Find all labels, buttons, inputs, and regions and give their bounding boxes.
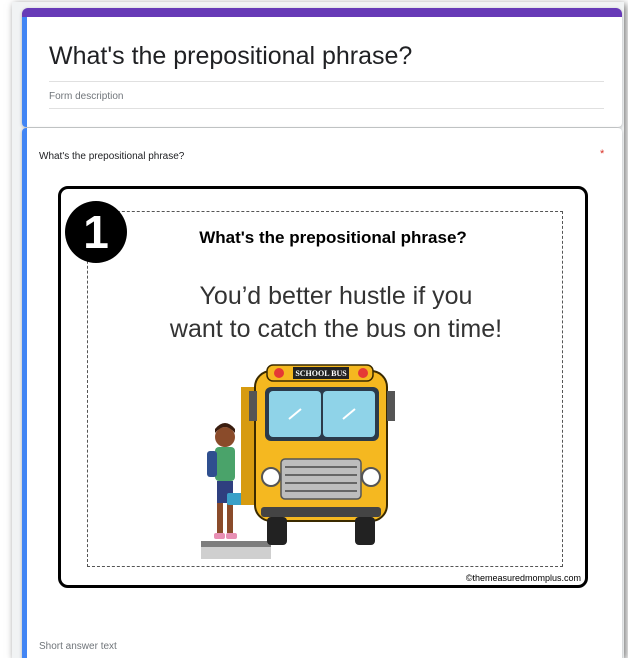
active-card-indicator	[22, 17, 27, 127]
child-figure	[207, 423, 243, 539]
sentence-line-2: want to catch the bus on time!	[169, 315, 503, 343]
description-underline	[49, 108, 604, 109]
short-answer-field[interactable]: Short answer text	[39, 641, 117, 652]
bus-sign: SCHOOL BUS	[295, 369, 347, 378]
question-card[interactable]	[22, 128, 622, 658]
bus-body	[241, 365, 395, 545]
question-image	[58, 186, 588, 588]
task-card-sentence	[101, 280, 571, 346]
form-description-field[interactable]: Form description	[49, 91, 124, 102]
form-viewport	[12, 2, 624, 658]
task-number-badge: 1	[65, 201, 127, 263]
question-card-indicator	[22, 128, 27, 658]
image-credit: ©themeasuredmomplus.com	[465, 573, 581, 583]
form-title[interactable]: What's the prepositional phrase?	[49, 42, 413, 70]
curb	[201, 541, 271, 547]
sentence-line-1: You’d better hustle if you	[199, 282, 473, 310]
title-underline	[49, 81, 604, 82]
task-card-heading: What's the prepositional phrase?	[199, 228, 467, 247]
required-asterisk: *	[600, 148, 605, 160]
sidewalk	[201, 547, 271, 559]
school-bus-illustration	[201, 361, 441, 561]
form-header-card	[22, 8, 622, 127]
question-title: What's the prepositional phrase?	[39, 151, 185, 162]
